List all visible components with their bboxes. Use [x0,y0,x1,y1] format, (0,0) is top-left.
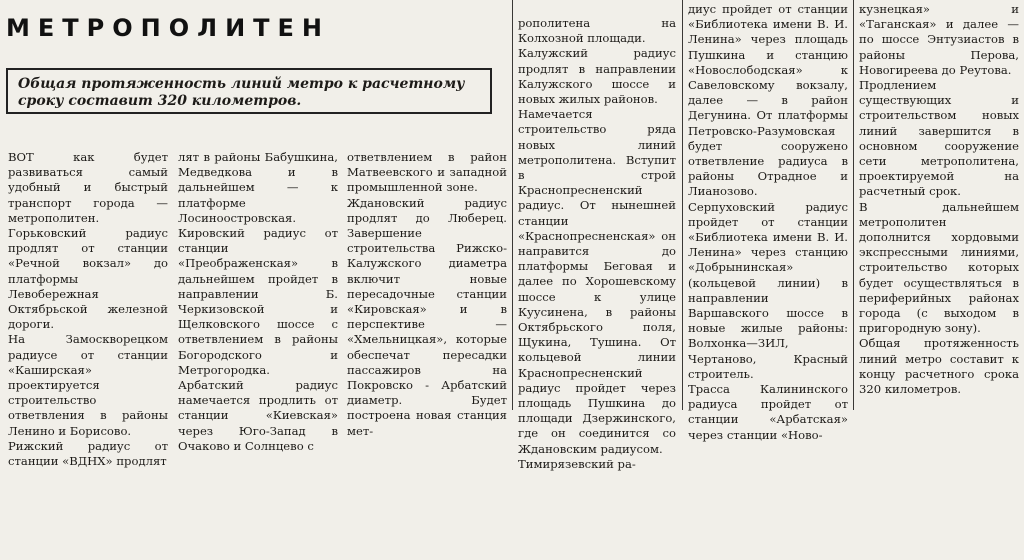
article-column-5: диус пройдет от станции «Библиотека имени В. И. Ленина» через площадь Пушкина и станцию «Новослободская» к Савеловскому вокзалу, далее — в район Дегунина. От платформы Петровско-Разумовская будет сооружено ответвление радиуса в районы Отрадное и Лианозово. Серпуховский радиус пройдет от станции «Библиотека имени В. И. Ленина» через станцию «Добрынинская» (кольцевой линии) в направлении Варшавского шоссе в новые жилые районы: Волхонка—ЗИЛ, Чертаново, Красный строитель. Трасса Калининского радиуса пройдет от станции «Арбатская» через станции «Ново- [688,2,848,442]
article-column-4: рополитена на Колхозной площади. Калужский радиус продлят в направлении Калужского шоссе и новых жилых районов. Намечается строительство ряда новых линий метрополитена. Вступит в строй Краснопресненский радиус. От нынешней станции «Краснопресненская» он направится до платформы Беговая и далее по Хорошевскому шоссе к улице Куусинена, в районы Октябрьского поля, Щукина, Тушина. От кольцевой линии Краснопресненский радиус пройдет через площадь Пушкина до площади Дзержинского, где он соединится со Ждановским радиусом. Тимирязевский ра- [518,16,676,471]
article-column-6: кузнецкая» и «Таганская» и далее — по шоссе Энтузиастов в районы Перова, Новогиреева до Реутова. Продлением существующих и строительством новых линий завершится в основном сооружение сети метрополитена, проектируемой на расчетный срок. В дальнейшем метрополитен дополнится хордовыми экспрессными линиями, строительство которых будет осуществляться в периферийных районах города (с выходом в пригородную зону). Общая протяженность линий метро составит к концу расчетного срока 320 километров. [859,2,1019,397]
article-column-1: ВОТ как будет развиваться самый удобный и быстрый транспорт города — метрополитен. Горьковский радиус продлят от станции «Речной вокзал» до платформы Левобережная Октябрьской железной дороги. На Замоскворецком радиусе от станции «Каширская» проектируется строительство ответвления в районы Ленино и Борисово. Рижский радиус от станции «ВДНХ» продлят [8,150,168,469]
column-rule [512,0,513,410]
column-rule [853,0,854,410]
article-column-2: лят в районы Бабушкина, Медведкова и в дальнейшем — к платформе Лосиноостровская. Кировский радиус от станции «Преображенская» в дальнейшем пройдет в направлении Б. Черкизовской и Щелковского шоссе с ответвлением в районы Богородского и Метрогородка. Арбатский радиус намечается продлить от станции «Киевская» через Юго-Запад в Очаково и Солнцево с [178,150,338,453]
column-rule [682,0,683,410]
article-lead: Общая протяженность линий метро к расчетному сроку составит 320 километров. [6,68,492,114]
article-headline: МЕТРОПОЛИТЕН [6,14,330,42]
article-column-3: ответвлением в район Матвеевского и западной промышленной зоне. Ждановский радиус продлят до Люберец. Завершение строительства Рижско-Калужского диаметра включит новые пересадочные станции «Кировская» и в перспективе — «Хмельницкая», которые обеспечат пересадки пассажиров на Покровско - Арбатский диаметр. Будет построена новая станция мет- [347,150,507,438]
